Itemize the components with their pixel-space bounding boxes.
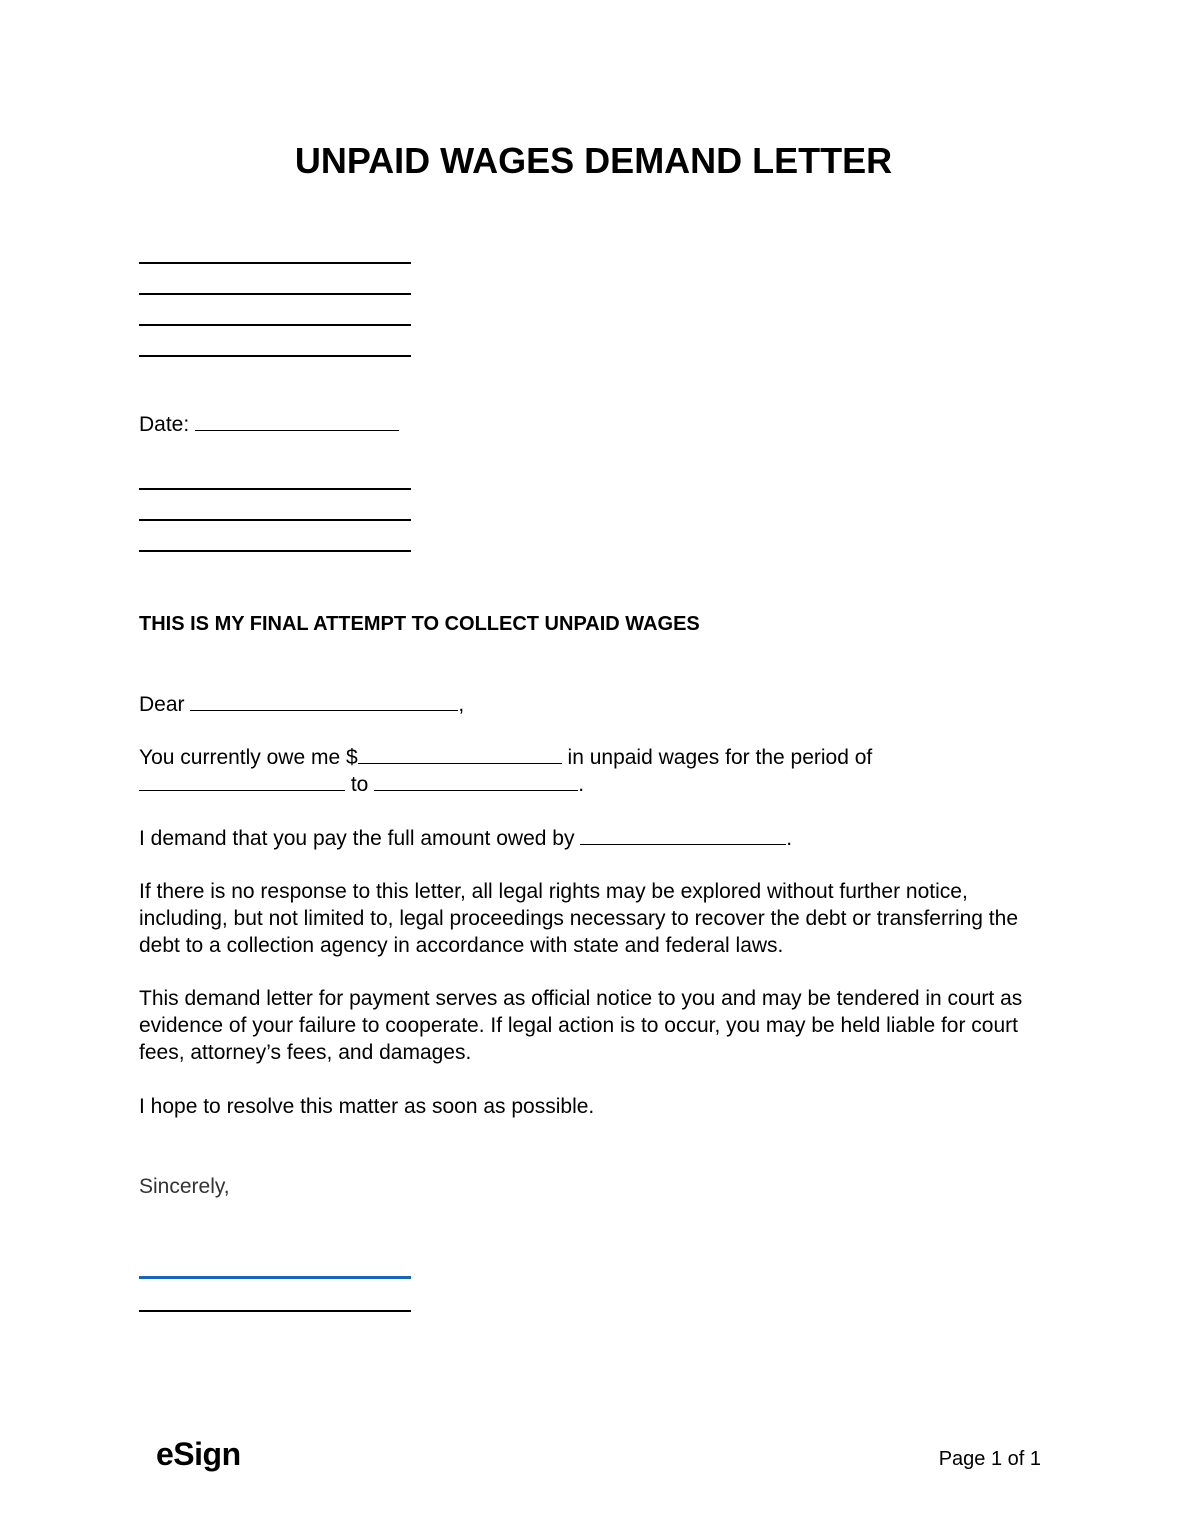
page-number: Page 1 of 1 (938, 1448, 1041, 1470)
salutation-label: Dear (139, 693, 185, 716)
period-end-field[interactable] (374, 772, 578, 791)
amount-field[interactable] (358, 745, 562, 764)
printed-name-line[interactable] (139, 1310, 411, 1312)
notice-paragraph: This demand letter for payment serves as official notice to you and may be tendered in court as evidence of your failure to cooperate. If legal action is to occur, you may be held liable for court fees, attorney’s fees, and damages. (139, 987, 1023, 1064)
demand-paragraph (139, 825, 792, 852)
owe-paragraph (139, 744, 1039, 798)
sender-address-line-4[interactable] (139, 355, 411, 357)
due-date-field[interactable] (580, 826, 786, 845)
closing: Sincerely, (139, 1175, 230, 1198)
salutation-row (139, 691, 464, 718)
to-label: to (350, 773, 369, 796)
salutation-comma: , (458, 693, 465, 716)
period-start-field[interactable] (139, 772, 345, 791)
sender-address-line-1[interactable] (139, 262, 411, 264)
no-response-paragraph: If there is no response to this letter, all legal rights may be explored without further notice, including, but not limited to, legal proceedings necessary to recover the debt or transferring the debt to a collection agency in accordance with state and federal laws. (139, 880, 1018, 957)
sender-address-line-3[interactable] (139, 324, 411, 326)
demand-end-dot: . (786, 827, 793, 850)
sender-address-line-2[interactable] (139, 293, 411, 295)
owe-text-1: You currently owe me $ (139, 746, 358, 769)
date-label: Date: (139, 413, 190, 436)
document-title: UNPAID WAGES DEMAND LETTER (294, 140, 893, 181)
recipient-name-field[interactable] (190, 692, 458, 711)
date-row (139, 411, 399, 438)
owe-text-2: in unpaid wages for the period of (567, 746, 873, 769)
period-end-dot: . (578, 773, 585, 796)
recipient-address-line-1[interactable] (139, 488, 411, 490)
letter-heading: THIS IS MY FINAL ATTEMPT TO COLLECT UNPAID WAGES (139, 613, 700, 635)
demand-text: I demand that you pay the full amount owed by (139, 827, 575, 850)
recipient-address-line-3[interactable] (139, 550, 411, 552)
date-field[interactable] (195, 412, 399, 431)
recipient-address-line-2[interactable] (139, 519, 411, 521)
hope-paragraph: I hope to resolve this matter as soon as possible. (139, 1095, 595, 1118)
esign-logo: eSign (156, 1436, 241, 1472)
signature-line[interactable] (139, 1276, 411, 1279)
